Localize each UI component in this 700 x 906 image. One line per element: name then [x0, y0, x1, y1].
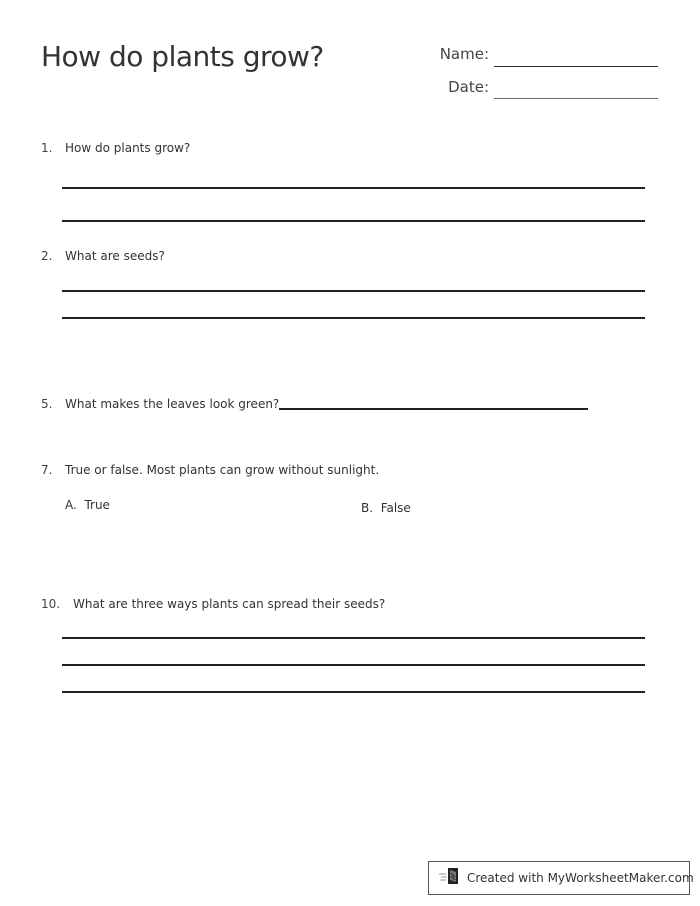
option-letter: B.: [361, 501, 374, 515]
answer-line[interactable]: [62, 187, 645, 189]
answer-line[interactable]: [62, 220, 645, 222]
question-number: 1.: [41, 141, 53, 155]
name-field[interactable]: [494, 66, 658, 67]
question-number: 5.: [41, 397, 53, 411]
answer-line[interactable]: [62, 691, 645, 693]
worksheet-title: How do plants grow?: [41, 40, 324, 73]
question-text: How do plants grow?: [65, 141, 191, 155]
footer-badge[interactable]: [428, 861, 694, 895]
myworksheetmaker-logo-icon: [439, 866, 461, 890]
option-label: False: [380, 501, 411, 515]
option-a[interactable]: [65, 498, 110, 512]
answer-line[interactable]: [62, 317, 645, 319]
option-b[interactable]: [361, 501, 411, 515]
answer-line[interactable]: [62, 290, 645, 292]
date-field[interactable]: [494, 98, 658, 99]
option-letter: A.: [65, 498, 77, 512]
answer-line[interactable]: [62, 664, 645, 666]
question-number: 2.: [41, 249, 53, 263]
question-text: What are seeds?: [65, 249, 165, 263]
option-label: True: [84, 498, 110, 512]
date-label: Date:: [448, 78, 489, 96]
footer-text: Created with MyWorksheetMaker.com: [467, 871, 694, 885]
answer-line[interactable]: [279, 408, 588, 410]
question-text: What are three ways plants can spread their seeds?: [73, 597, 386, 611]
question-number: 7.: [41, 463, 53, 477]
question-text: True or false. Most plants can grow without sunlight.: [65, 463, 380, 477]
answer-line[interactable]: [62, 637, 645, 639]
question-number: 10.: [41, 597, 61, 611]
question-text: What makes the leaves look green?: [65, 397, 280, 411]
name-label: Name:: [439, 45, 489, 63]
